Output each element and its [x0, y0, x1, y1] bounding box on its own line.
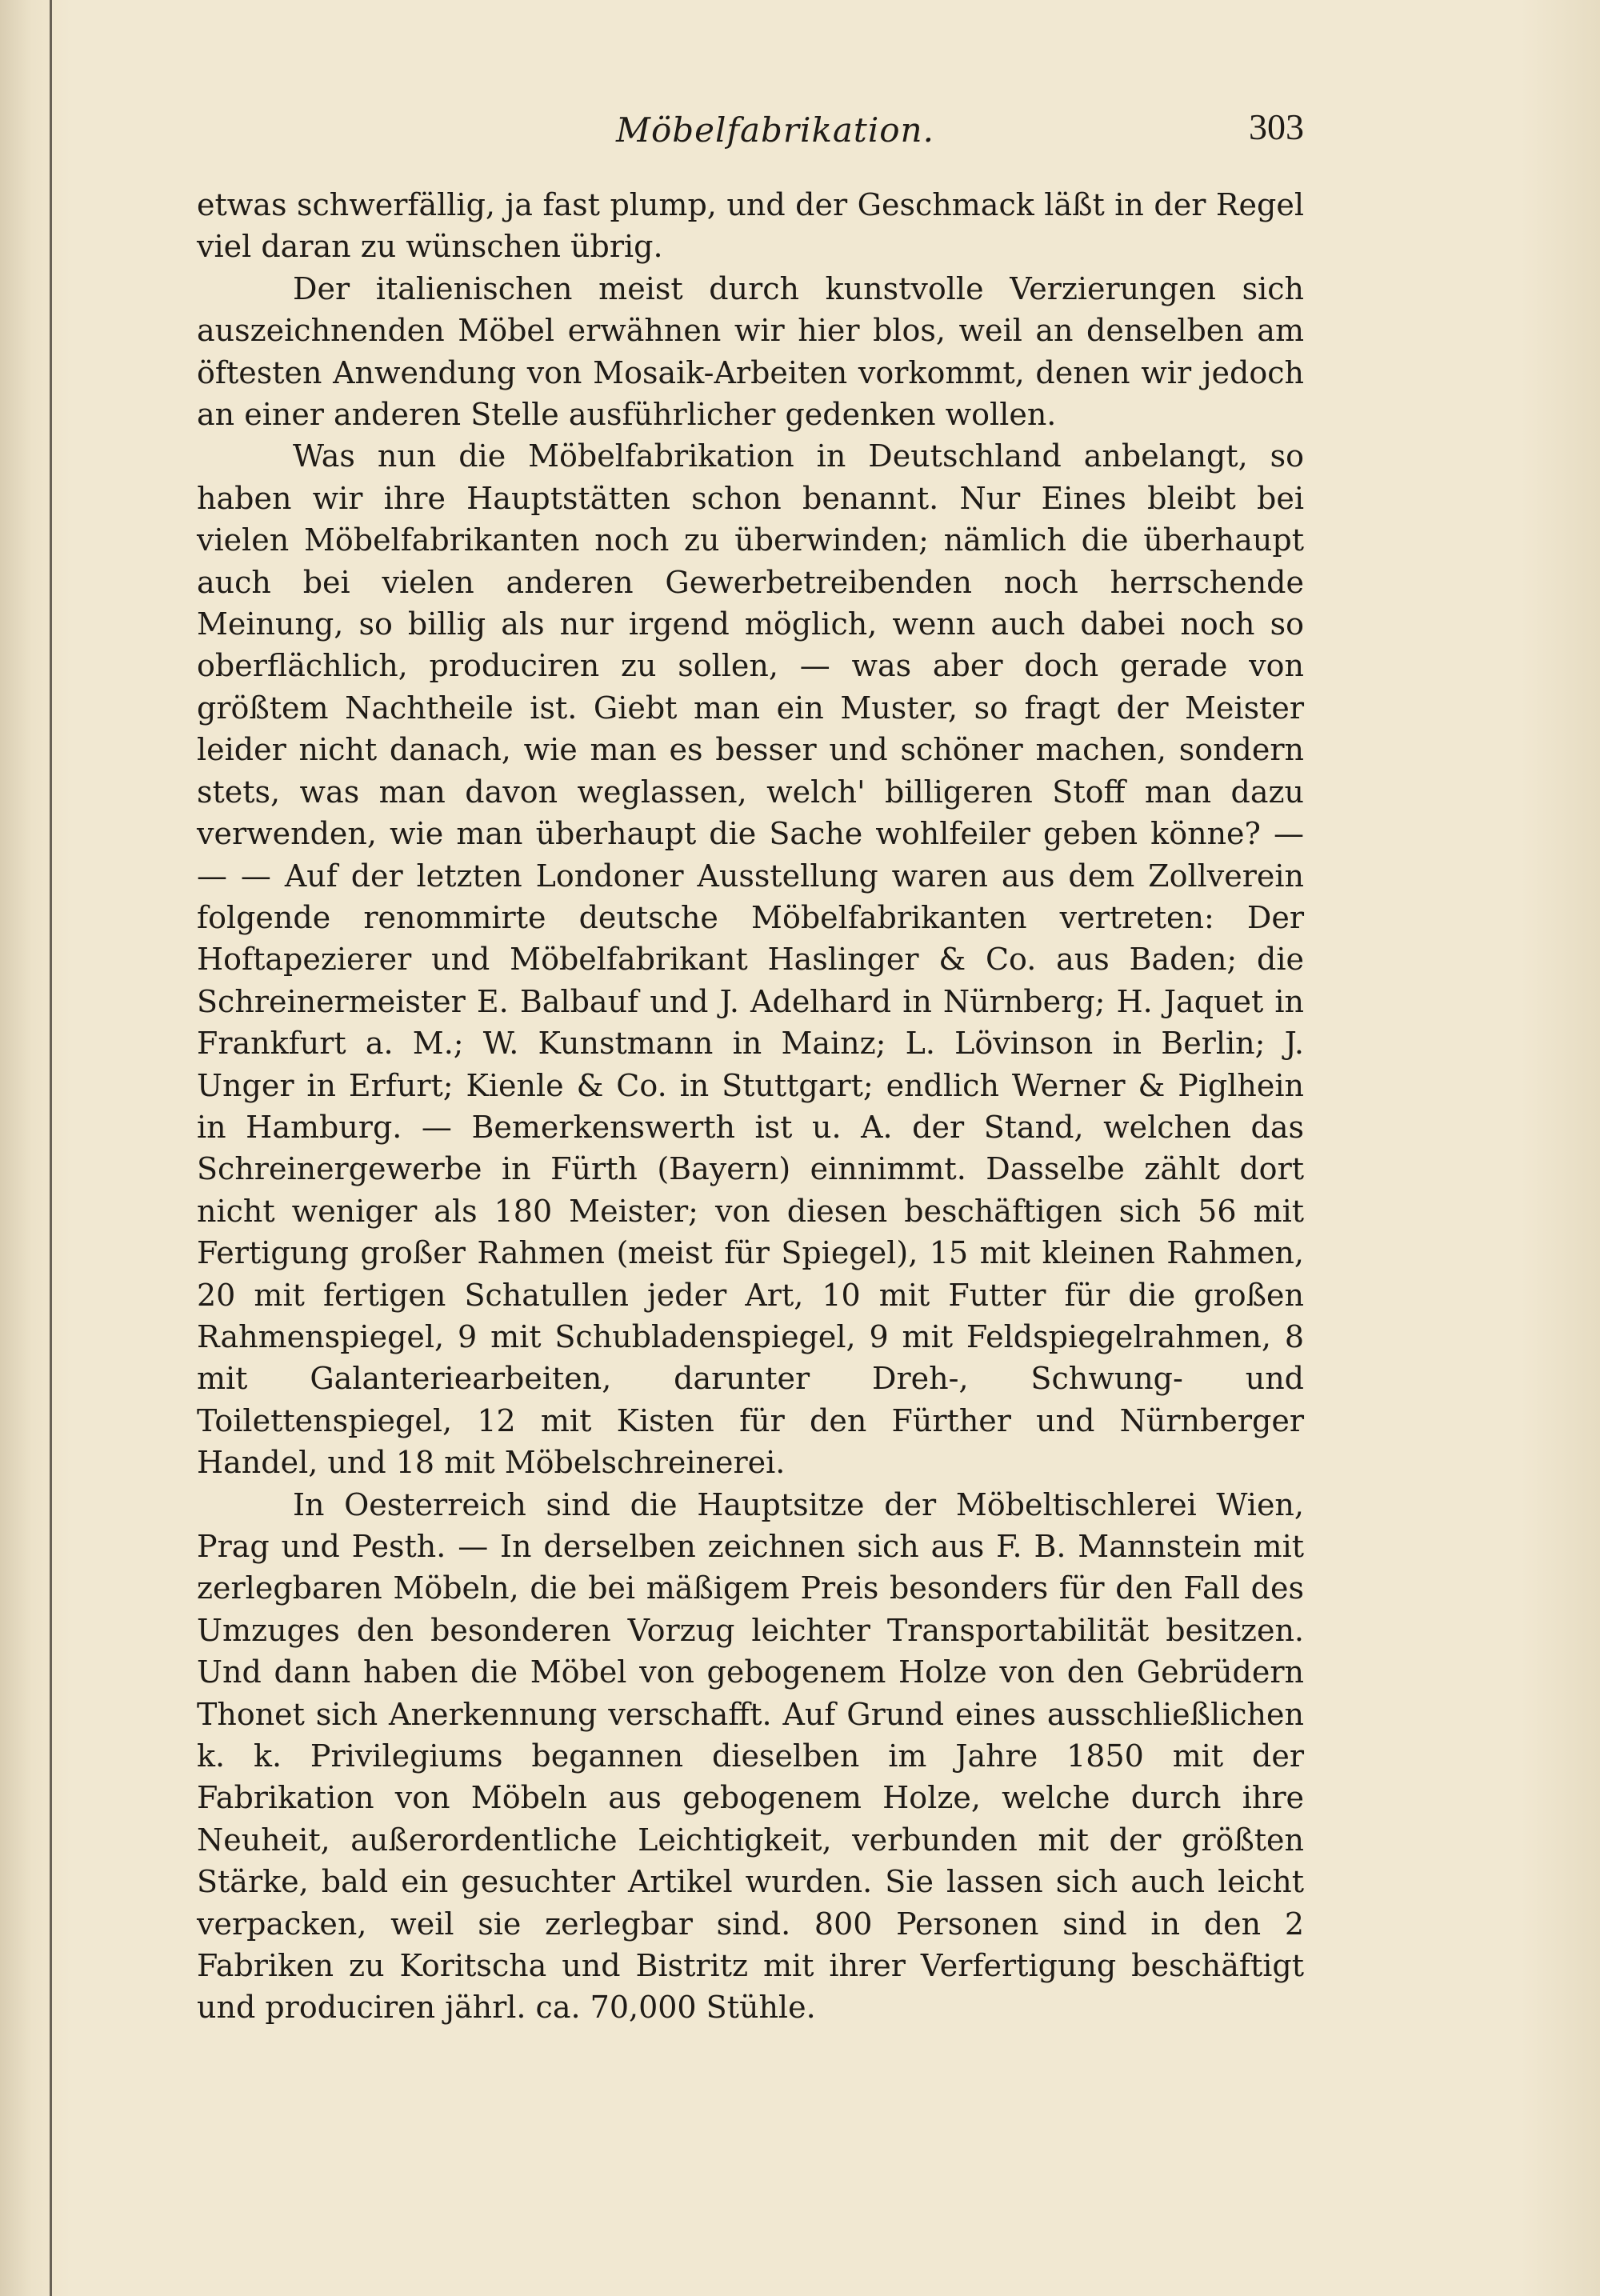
paragraph: Der italienischen meist durch kunstvolle Verzierungen sich auszeichnenden Möbel erwähnen wir hier blos, weil an denselben am öftesten Anwendung von Mosaik-Arbeiten vorkommt, denen wir jedoch an einer anderen Stelle ausführlicher gedenken wollen. [197, 270, 1304, 433]
page-number: 303 [1249, 106, 1304, 147]
gutter-line [50, 0, 52, 2296]
body-text [197, 184, 1304, 2029]
page-header [200, 106, 1304, 166]
paragraph: Was nun die Möbelfabrikation in Deutschland anbelangt, so haben wir ihre Hauptstätten schon benannt. Nur Eines bleibt bei vielen Möbelfabrikanten noch zu überwinden; nämlich die überhaupt auch bei vielen anderen Gewerbetreibenden noch herrschende Meinung, so billig als nur irgend möglich, wenn auch dabei noch so oberflächlich, produciren zu sollen, — was aber doch gerade von größtem Nachtheile ist. Giebt man ein Muster, so fragt der Meister leider nicht danach, wie man es besser und schöner machen, sondern stets, was man davon weglassen, welch' billigeren Stoff man dazu verwenden, wie man überhaupt die Sache wohlfeiler geben könne? — — — Auf der letzten Londoner Ausstellung waren aus dem Zollverein folgende renommirte deutsche Möbelfabrikanten vertreten: Der Hoftapezierer und Möbelfabrikant Haslinger & Co. aus Baden; die Schreinermeister E. Balbauf und J. Adelhard in Nürnberg; H. Jaquet in Frankfurt a. M.; W. Kunstmann in Mainz; L. Lövinson in Berlin; J. Unger in Erfurt; Kienle & Co. in Stuttgart; endlich Werner & Piglhein in Hamburg. — Bemerkenswerth ist u. A. der Stand, welchen das Schreinergewerbe in Fürth (Bayern) einnimmt. Dasselbe zählt dort nicht weniger als 180 Meister; von diesen beschäftigen sich 56 mit Fertigung großer Rahmen (meist für Spiegel), 15 mit kleinen Rahmen, 20 mit fertigen Schatullen jeder Art, 10 mit Futter für die großen Rahmenspiegel, 9 mit Schubladenspiegel, 9 mit Feldspiegelrahmen, 8 mit Galanteriearbeiten, darunter Dreh-, Schwung- und Toilettenspiegel, 12 mit Kisten für den Fürther und Nürnberger Handel, und 18 mit Möbelschreinerei. [197, 438, 1304, 1481]
running-title: Möbelfabrikation. [616, 110, 934, 150]
paragraph: etwas schwerfällig, ja fast plump, und der Geschmack läßt in der Regel viel daran zu wünschen übrig. [197, 187, 1304, 265]
paragraph: In Oesterreich sind die Hauptsitze der Möbeltischlerei Wien, Prag und Pesth. — In derselben zeichnen sich aus F. B. Mannstein mit zerlegbaren Möbeln, die bei mäßigem Preis besonders für den Fall des Umzuges den besonderen Vorzug leichter Transportabilität besitzen. Und dann haben die Möbel von gebogenem Holze von den Gebrüdern Thonet sich Anerkennung verschafft. Auf Grund eines ausschließlichen k. k. Privilegiums begannen dieselben im Jahre 1850 mit der Fabrikation von Möbeln aus gebogenem Holze, welche durch ihre Neuheit, außerordentliche Leichtigkeit, verbunden mit der größten Stärke, bald ein gesuchter Artikel wurden. Sie lassen sich auch leicht verpacken, weil sie zerlegbar sind. 800 Personen sind in den 2 Fabriken zu Koritscha und Bistritz mit ihrer Verfertigung beschäftigt und produciren jährl. ca. 70,000 Stühle. [197, 1486, 1304, 2026]
